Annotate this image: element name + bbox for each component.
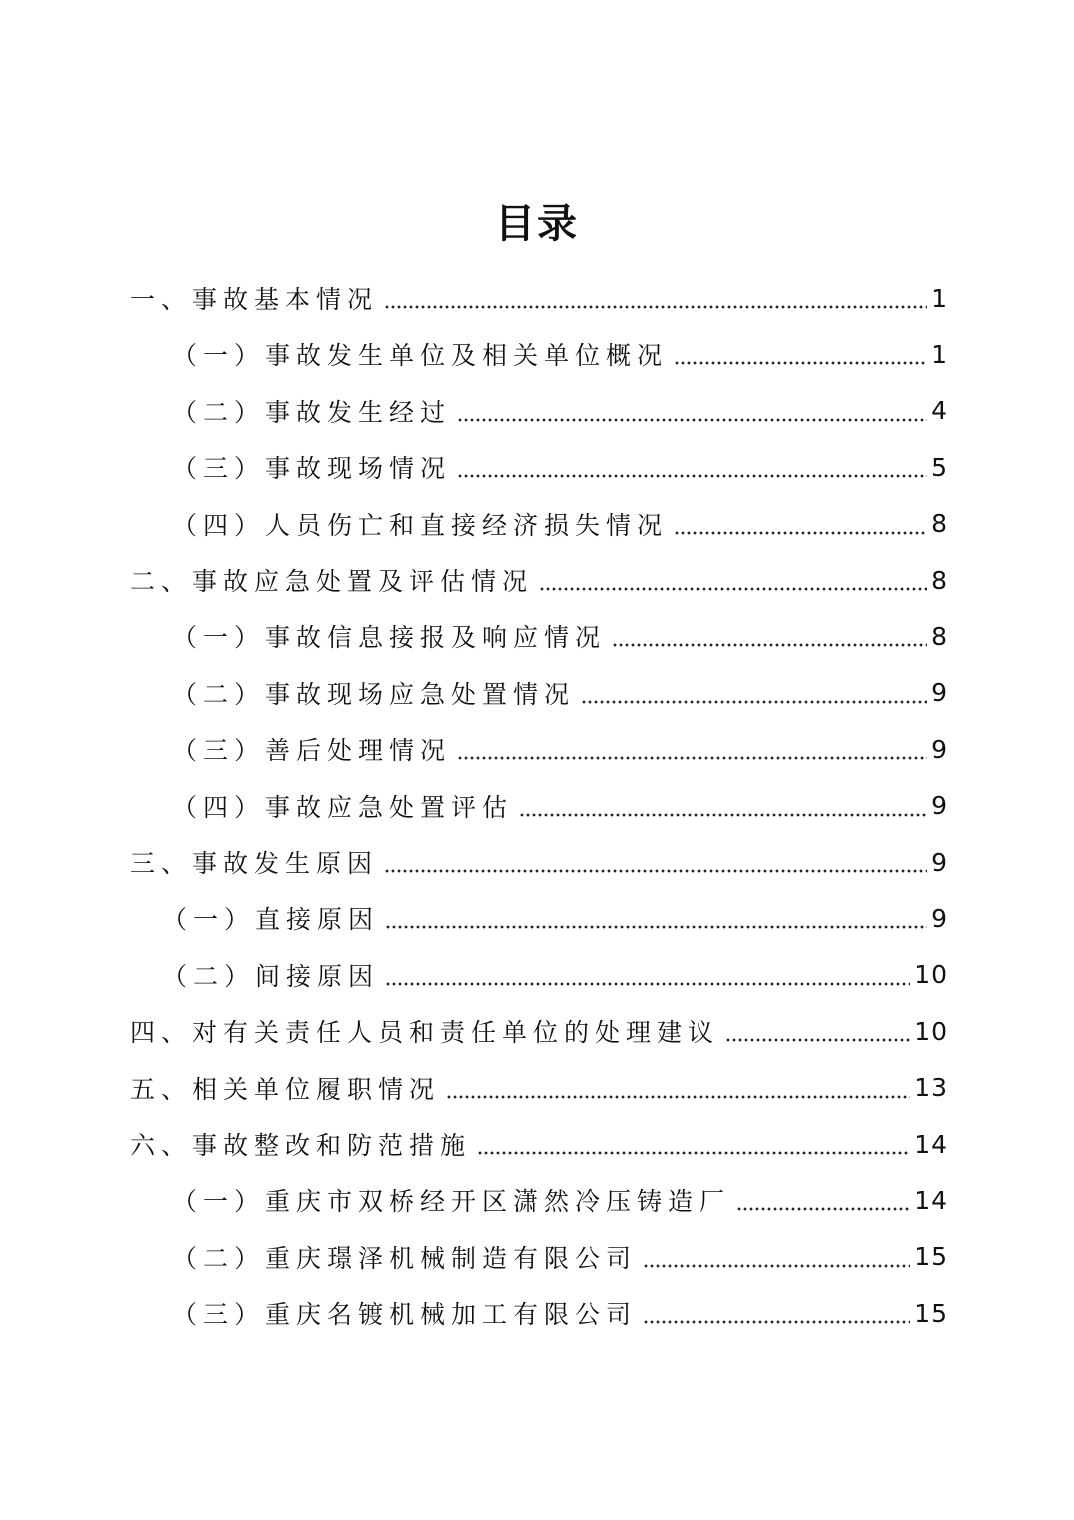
toc-entry-label: （一）事故信息接报及响应情况 — [172, 623, 607, 653]
toc-entry[interactable] — [172, 326, 948, 382]
toc-entry-label: （二）事故现场应急处置情况 — [172, 679, 576, 709]
toc-entry-page: 14 — [914, 1185, 948, 1215]
toc-entry-label: 一、事故基本情况 — [130, 285, 379, 314]
toc-entry-page: 1 — [931, 339, 948, 369]
toc-entry-page: 4 — [931, 396, 948, 426]
toc-entry-page: 8 — [931, 565, 948, 595]
toc-entry-label: （三）善后处理情况 — [172, 736, 452, 766]
toc-entry[interactable] — [130, 270, 948, 326]
toc-entry-page: 10 — [914, 960, 948, 990]
dot-leader — [674, 531, 927, 535]
dot-leader — [643, 1320, 910, 1324]
toc-entry-page: 15 — [914, 1242, 948, 1272]
dot-leader — [457, 474, 927, 478]
dot-leader — [457, 756, 927, 760]
dot-leader — [539, 587, 927, 591]
toc-entry-label: （三）重庆名镀机械加工有限公司 — [172, 1300, 638, 1330]
toc-entry-label: （四）事故应急处置评估 — [172, 792, 514, 822]
toc-entry[interactable] — [162, 890, 948, 946]
toc-entry-label: （一）事故发生单位及相关单位概况 — [172, 341, 669, 371]
toc-entry[interactable] — [130, 834, 948, 890]
dot-leader — [385, 925, 927, 929]
toc-entry-page: 5 — [931, 452, 948, 482]
dot-leader — [674, 361, 927, 365]
dot-leader — [612, 643, 927, 647]
toc-entry-label: 三、事故发生原因 — [130, 849, 379, 878]
toc-entry[interactable] — [172, 665, 948, 721]
toc-entry[interactable] — [172, 608, 948, 664]
toc-entry-label: （二）间接原因 — [162, 961, 380, 991]
toc-entry-label: 四、对有关责任人员和责任单位的处理建议 — [130, 1018, 720, 1048]
toc-entry[interactable] — [130, 552, 948, 608]
toc-entry-page: 8 — [931, 621, 948, 651]
toc-entry-page: 13 — [914, 1073, 948, 1103]
toc-entry[interactable] — [172, 1229, 948, 1285]
toc-entry-label: （四）人员伤亡和直接经济损失情况 — [172, 510, 669, 540]
toc-entry-label: 五、相关单位履职情况 — [130, 1074, 441, 1104]
toc-entry[interactable] — [130, 1060, 948, 1116]
toc-entry[interactable] — [172, 1172, 948, 1228]
toc-entry[interactable] — [172, 721, 948, 777]
toc-entry[interactable] — [130, 1003, 948, 1059]
toc-entry-label: 二、事故应急处置及评估情况 — [130, 567, 534, 596]
toc-entry-label: （一）直接原因 — [162, 905, 380, 935]
toc-entry-page: 9 — [931, 678, 948, 708]
toc-entry-page: 15 — [914, 1298, 948, 1328]
dot-leader — [643, 1264, 910, 1268]
toc-entry-page: 9 — [931, 791, 948, 821]
dot-leader — [725, 1038, 910, 1042]
toc-entry-page: 8 — [931, 509, 948, 539]
toc-entry[interactable] — [172, 383, 948, 439]
toc-entry-page: 10 — [914, 1016, 948, 1046]
dot-leader — [384, 869, 927, 873]
toc-entry[interactable] — [162, 947, 948, 1003]
dot-leader — [519, 813, 927, 817]
dot-leader — [736, 1207, 910, 1211]
toc-entry-label: （二）重庆璟泽机械制造有限公司 — [172, 1243, 638, 1273]
toc-entry-page: 9 — [931, 847, 948, 877]
dot-leader — [446, 1095, 910, 1099]
toc-entry[interactable] — [172, 439, 948, 495]
dot-leader — [457, 418, 927, 422]
toc-entry-label: 六、事故整改和防范措施 — [130, 1131, 472, 1160]
toc-entry[interactable] — [130, 1116, 948, 1172]
toc-entry-label: （二）事故发生经过 — [172, 397, 452, 427]
toc-entry-label: （三）事故现场情况 — [172, 454, 452, 484]
dot-leader — [385, 982, 910, 986]
toc-entry-page: 9 — [931, 734, 948, 764]
dot-leader — [581, 700, 927, 704]
toc-entry-page: 1 — [931, 283, 948, 313]
dot-leader — [384, 305, 927, 309]
page-title: 目录 — [495, 201, 579, 247]
toc-entry[interactable] — [172, 778, 948, 834]
toc-entry[interactable] — [172, 496, 948, 552]
toc-entry-page: 9 — [931, 903, 948, 933]
dot-leader — [477, 1151, 910, 1155]
toc-entry[interactable] — [172, 1285, 948, 1341]
toc-entry-label: （一）重庆市双桥经开区潇然冷压铸造厂 — [172, 1187, 731, 1217]
toc-entry-page: 14 — [914, 1129, 948, 1159]
